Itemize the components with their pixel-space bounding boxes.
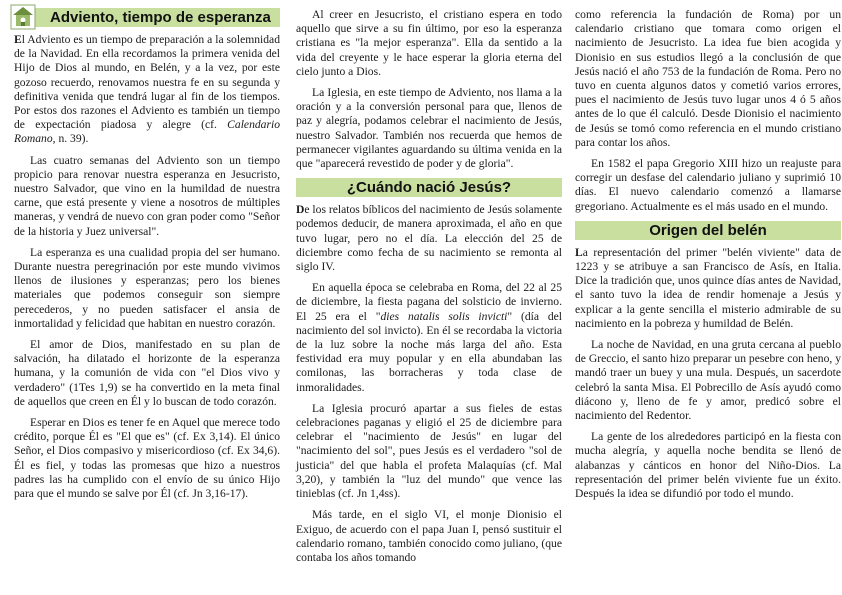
paragraph-text-end: " (día del nacimiento del sol invicto). En él se recordaba la victoria de la luz sobre la noche más larga del año. Esta festividad era muy popular y en ella abundaban las comilonas, las borracheras y toda clase de inmoralidades. bbox=[296, 309, 562, 394]
paragraph: El amor de Dios, manifestado en su plan de salvación, ha dilatado el horizonte de la esperanza humana, y la comunión de vida con "el Dios vivo y verdadero" (1Tes 1,9) se ha convertido en la meta final de aquellos que creen en Él y lo buscan de todo corazón. bbox=[14, 338, 280, 408]
paragraph: Esperar en Dios es tener fe en Aquel que merece todo crédito, porque Él es "El que es" (cf. Ex 3,14). El único Señor, el Dios compasivo y misericordioso (cf. Ex 34,6). Él es fiel, y todas las promesas que hizo a nuestros padres las ha cumplido con el envío de su único Hijo para que el mundo se salve por Él (cf. Jn 3,16-17). bbox=[14, 416, 280, 501]
heading-adviento-text: Adviento, tiempo de esperanza bbox=[50, 9, 271, 26]
paragraph: como referencia la fundación de Roma) por un calendario cristiano que tomara como origen el nacimiento de Jesucristo. La idea fue bien acogida y Dionisio en sus estudios llegó a la conclusión de que Jesús nació el año 753 de la fundación de Roma. Pero no tuvo en cuenta algunos datos y cometió varios errores, pues el nacimiento de Jesús tuvo lugar unos 4 ó 5 años antes de lo que él calculó. Desde Dionisio el nacimiento de Jesús se tomó como referencia en el mundo cristiano para contar los años. bbox=[575, 8, 841, 149]
paragraph-text: a representación del primer "belén viviente" data de 1223 y se atribuye a san Francisco de Asís, en Italia. Dice la tradición que, unos quince días antes de Navidad, el santo tuvo la idea de rendir homenaje a Jesús y explicar a la gente sencilla el misterio admirable de su nacimiento en la pobreza y humildad de Belén. bbox=[575, 245, 841, 330]
paragraph-text: En aquella época se celebraba en Roma, del 22 al 25 de diciembre, la fiesta pagana del solsticio de invierno. El 25 era el " bbox=[296, 281, 562, 323]
paragraph-text-end: , n. 39). bbox=[52, 132, 89, 146]
paragraph: Las cuatro semanas del Adviento son un tiempo propicio para renovar nuestra esperanza en Jesucristo, nuestro Salvador, que vino en la humildad de nuestra carne, que está presente y viene a nosotros de múltiples maneras, y vendrá de nuevo con gran poder como "Señor de la historia y Juez universal". bbox=[14, 153, 280, 238]
paragraph bbox=[14, 33, 280, 147]
paragraph bbox=[575, 246, 841, 331]
heading-origen-belen: Origen del belén bbox=[575, 221, 841, 240]
column-3 bbox=[575, 8, 841, 508]
paragraph: Más tarde, en el siglo VI, el monje Dionisio el Exiguo, de acuerdo con el papa Juan I, pensó sustituir el calendario romano, también conocido como juliano, (que contaba los años tomando bbox=[296, 508, 562, 564]
paragraph bbox=[296, 281, 562, 395]
paragraph-text: l Adviento es un tiempo de preparación a la solemnidad de la Navidad. En ella recordamos la primera venida del Hijo de Dios al mundo, en Belén, y a la vez, por este gozoso recuerdo, renovamos nuestra fe en su segunda y definitiva venida que tendrá lugar al fin de los tiempos. Por estos dos razones el Adviento es también un tiempo de expectación piadosa y alegre (cf. bbox=[14, 33, 280, 132]
paragraph: La esperanza es una cualidad propia del ser humano. Durante nuestra peregrinación por este mundo vivimos llenos de ilusiones y esperanzas; pero los bienes materiales que podemos conseguir son siempre perecederos, y no pueden satisfacer el ansia de inmortalidad y felicidad que habitan en nuestro corazón. bbox=[14, 245, 280, 330]
paragraph: La gente de los alrededores participó en la fiesta con mucha alegría, y aquella noche bendita se llenó de alabanzas y cánticos en honor del Niño-Dios. La representación del primer belén viviente fue un éxito. Después la idea se difundió por todo el mundo. bbox=[575, 430, 841, 501]
initial-letter: D bbox=[296, 203, 305, 217]
nativity-icon bbox=[10, 4, 36, 30]
initial-letter: L bbox=[575, 245, 583, 259]
paragraph bbox=[296, 203, 562, 274]
column-1 bbox=[14, 8, 280, 508]
paragraph-text: e los relatos bíblicos del nacimiento de Jesús solamente podemos deducir, de manera aproximada, el año en que tuvo lugar, pero no el día. La elección del 25 de diciembre como fecha de su nacimiento se remonta al siglo IV. bbox=[296, 203, 562, 274]
paragraph-italic: dies natalis solis invicti bbox=[380, 309, 508, 323]
paragraph: La Iglesia, en este tiempo de Adviento, nos llama a la oración y a la conversión personal para que, llenos de paz y alegría, podamos celebrar el nacimiento de Jesús, nuestro Salvador. También nos recuerda que hemos de permanecer vigilantes aguardando su última venida en la que "aparecerá revestido de poder y de gloria". bbox=[296, 86, 562, 171]
initial-letter: E bbox=[14, 33, 22, 46]
heading-cuando-nacio: ¿Cuándo nació Jesús? bbox=[296, 178, 562, 197]
heading-adviento bbox=[14, 8, 280, 27]
paragraph-italic: Calendario Romano bbox=[14, 118, 280, 146]
paragraph: Al creer en Jesucristo, el cristiano espera en todo aquello que sirve a su fin último, por eso la esperanza cristiana es "la mejor esperanza". Ella da sentido a la vida del creyente y le hace esperar la gloria eterna del cielo junto a Dios. bbox=[296, 8, 562, 78]
paragraph: La Iglesia procuró apartar a sus fieles de estas celebraciones paganas y eligió el 25 de diciembre para celebrar el "nacimiento de Jesús" en lugar del "nacimiento del sol", pues Jesús es el verdadero "sol de justicia" del que habla el profeta Malaquías (cf. Mal 3,20), y también la "luz del mundo" que vence las tinieblas (cf. Jn 1,4ss). bbox=[296, 401, 562, 501]
column-2 bbox=[296, 8, 562, 572]
paragraph: La noche de Navidad, en una gruta cercana al pueblo de Greccio, el santo hizo preparar un pesebre con heno, y mandó traer un buey y una mula. Después, un sacerdote celebró la santa Misa. El Pobrecillo de Asís ayudó como diácono y, lleno de fe y amor, predicó sobre el nacimiento del Redentor. bbox=[575, 338, 841, 423]
paragraph: En 1582 el papa Gregorio XIII hizo un reajuste para corregir un desfase del calendario juliano y suprimió 10 días. El nuevo calendario comenzó a llamarse gregoriano. Actualmente es el más usado en el mundo. bbox=[575, 157, 841, 213]
